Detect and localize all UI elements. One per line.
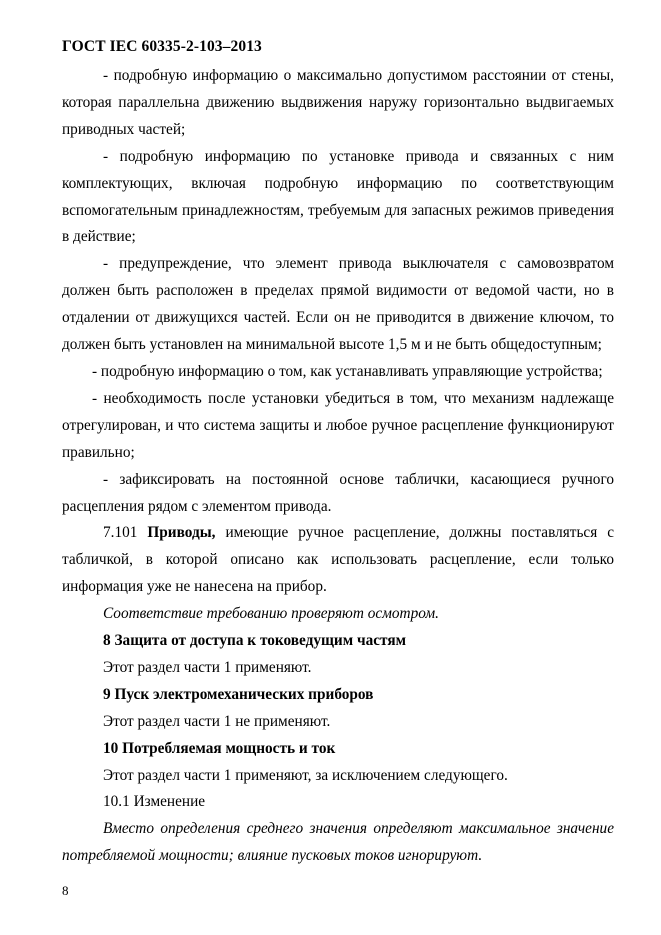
- document-body: [62, 63, 614, 870]
- list-item-labels: - зафиксировать на постоянной основе таблички, касающиеся ручного расцепления рядом с элементом привода.: [62, 470, 614, 515]
- list-item-controls: - подробную информацию о том, как устанавливать управляющие устройства;: [92, 362, 603, 380]
- section-8-title: 8 Защита от доступа к токоведущим частям: [103, 632, 407, 650]
- section-10-text: Этот раздел части 1 применяют, за исключением следующего.: [103, 766, 508, 784]
- section-10-title: 10 Потребляемая мощность и ток: [103, 739, 336, 757]
- section-9-text: Этот раздел части 1 не применяют.: [103, 712, 331, 730]
- document-header: ГОСТ IEC 60335-2-103–2013: [62, 38, 262, 55]
- subsection-10-1-title: 10.1 Изменение: [103, 793, 206, 811]
- clause-number: 7.101: [103, 524, 148, 542]
- list-item-warning: - предупреждение, что элемент привода выключателя с самовозвратом должен быть расположен в пределах прямой видимости от ведомой части, но в отдалении от движущихся частей. Если он не приводится в движение ключом, то должен быть установлен на минимальной высоте 1,5 м и не быть общедоступным;: [62, 255, 614, 354]
- list-item-wall-distance: - подробную информацию о максимально допустимом расстоянии от стены, которая параллельна движению выдвижения наружу горизонтально выдвигаемых приводных частей;: [62, 67, 614, 138]
- clause-text: имеющие ручное расцепление, должны поставляться с табличкой, в которой описано как использовать расцепление, если только информация уже не нанесена на прибор.: [62, 524, 614, 596]
- clause-term: Приводы,: [147, 524, 216, 542]
- compliance-note: Соответствие требованию проверяют осмотром.: [103, 605, 439, 623]
- section-9-title: 9 Пуск электромеханических приборов: [103, 685, 374, 703]
- list-item-adjustment: - необходимость после установки убедиться в том, что механизм надлежаще отрегулирован, и что система защиты и любое ручное расцепление функционируют правильно;: [62, 389, 614, 461]
- page-number: 8: [62, 883, 69, 898]
- list-item-installation: - подробную информацию по установке привода и связанных с ним комплектующих, включая подробную информацию по соответствующим вспомогательным принадлежностям, требуемым для запасных режимов приведения в действие;: [62, 147, 614, 246]
- subsection-10-1-text: Вместо определения среднего значения определяют максимальное значение потребляемой мощности; влияние пусковых токов игнорируют.: [62, 820, 614, 865]
- clause-7-101: [62, 520, 614, 601]
- section-8-text: Этот раздел части 1 применяют.: [103, 658, 312, 676]
